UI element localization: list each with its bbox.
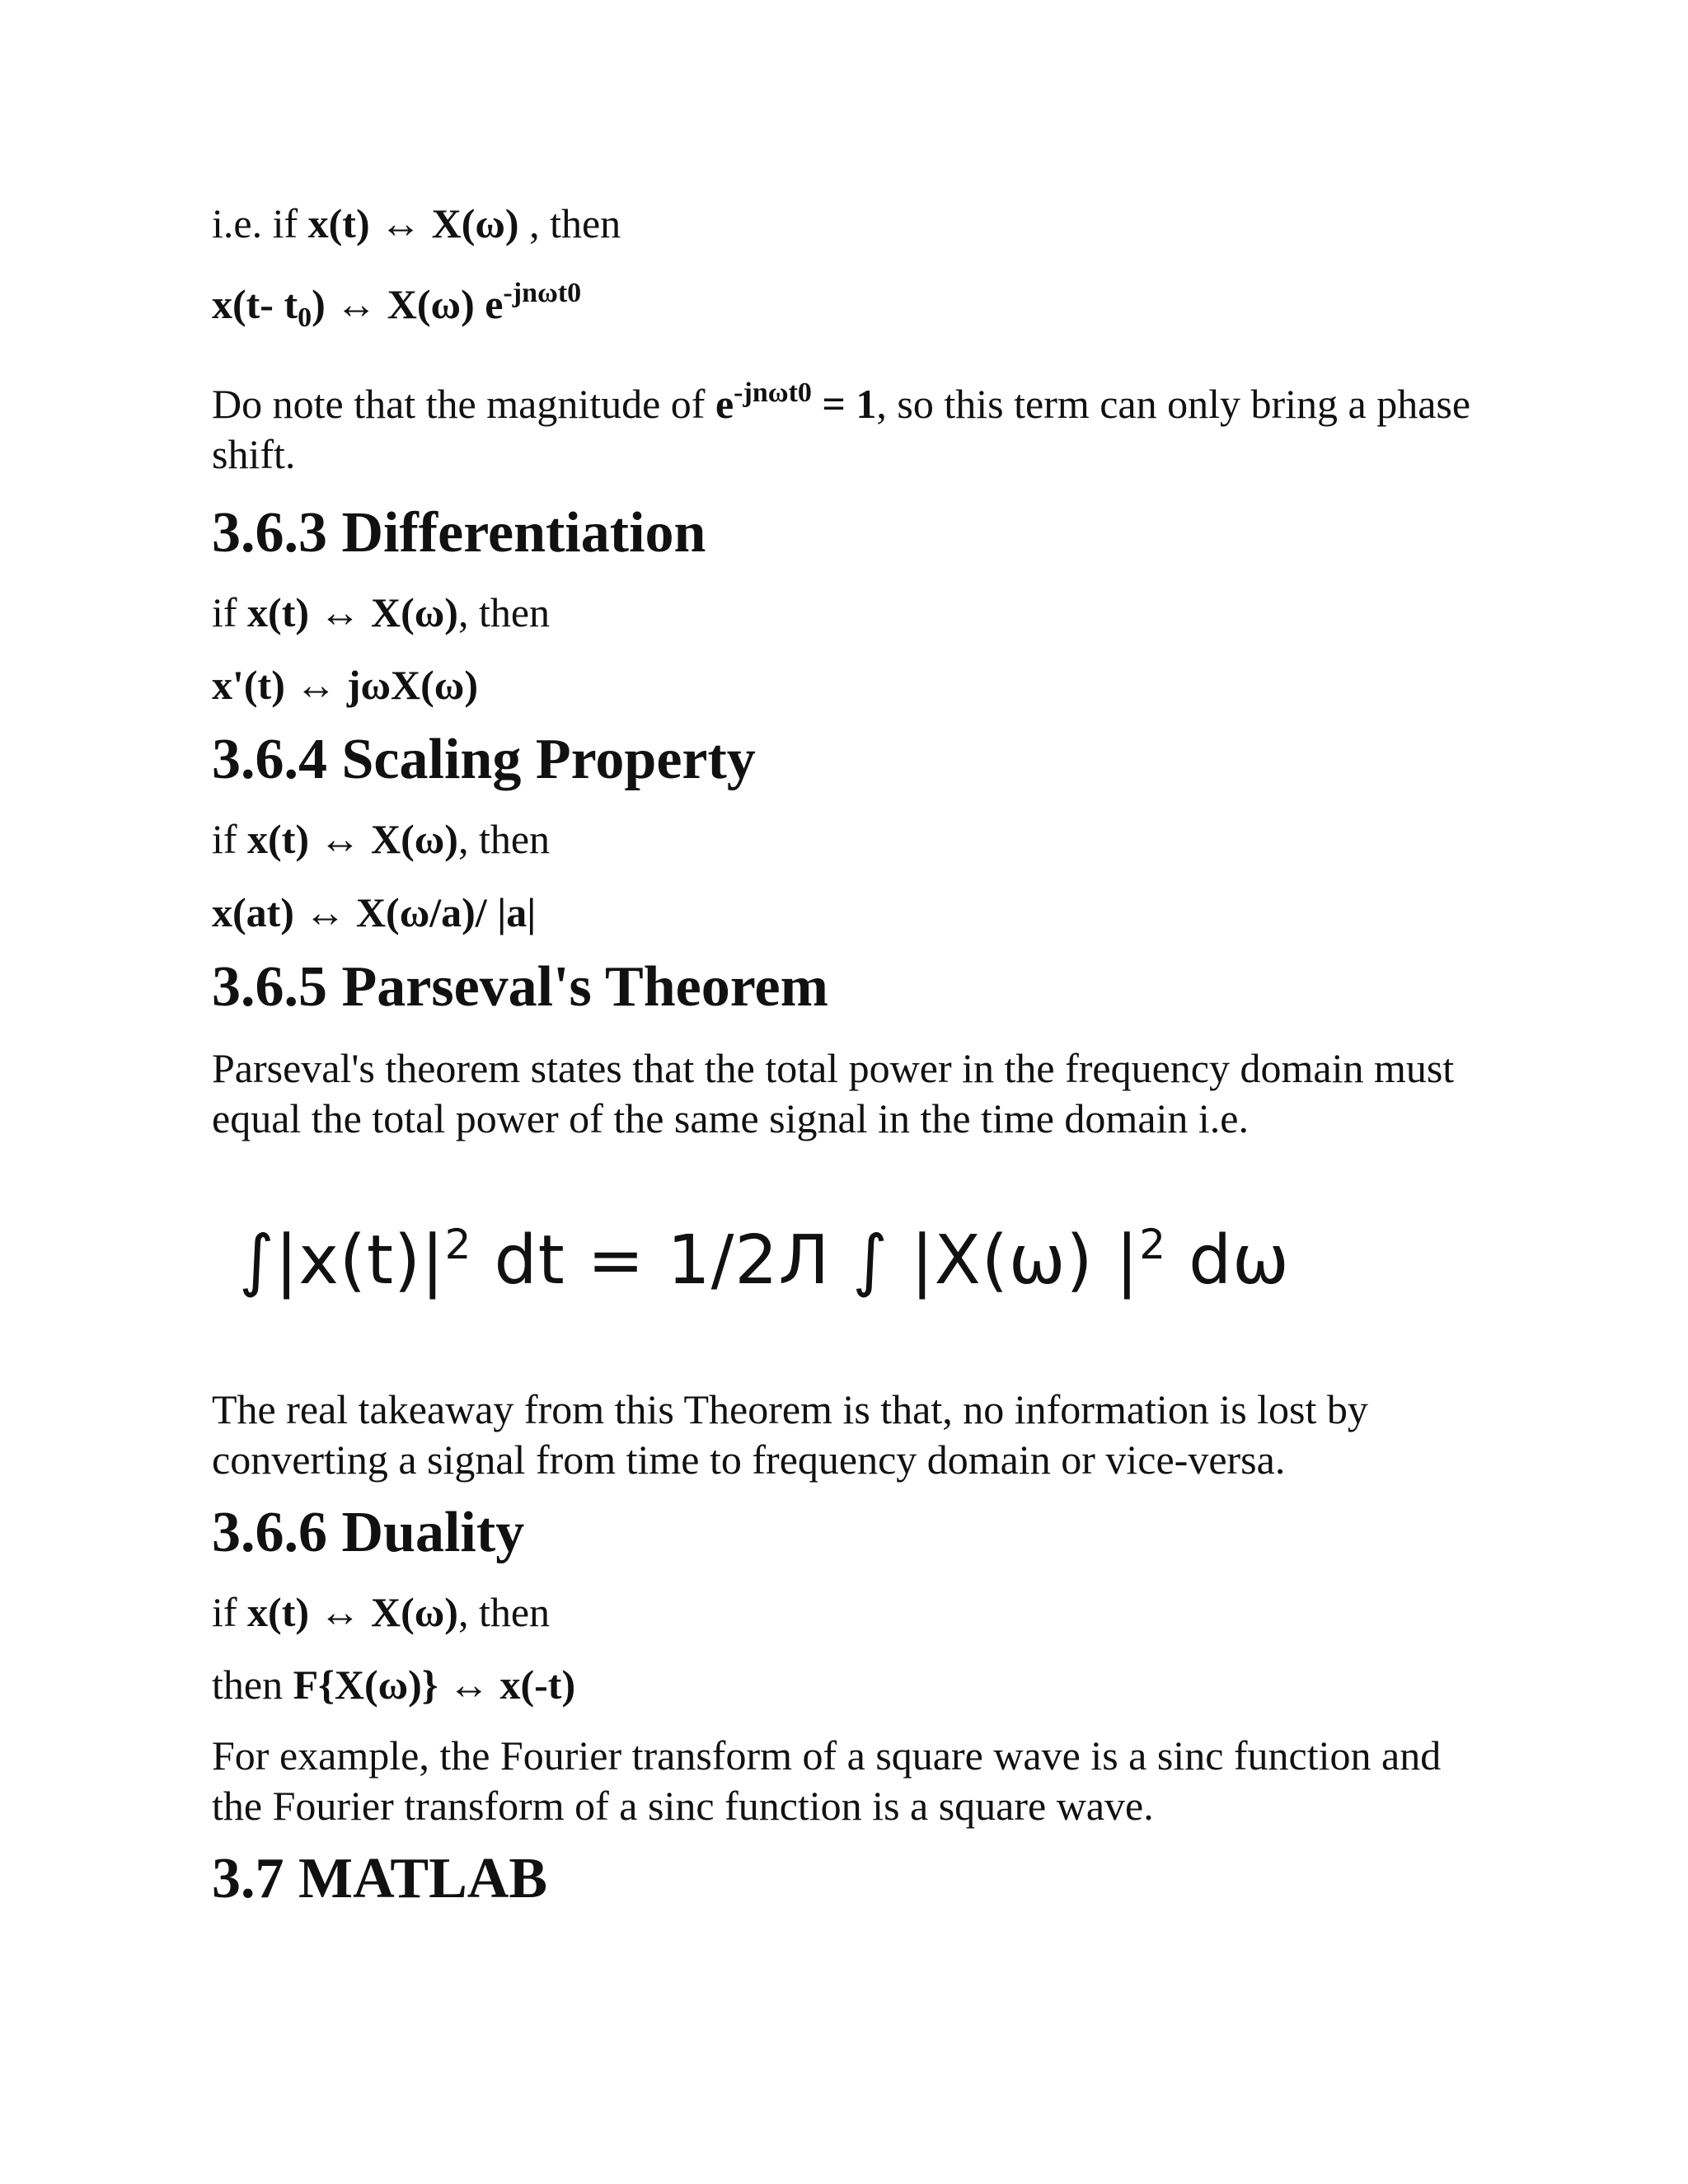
differentiation-result <box>212 660 478 710</box>
if-prefix: if <box>212 589 248 635</box>
time-shift-result <box>212 278 582 333</box>
arrow-symbol: ↔ <box>319 1589 361 1635</box>
result-rhs-exponent: -jnωt0 <box>503 278 582 308</box>
heading-differentiation: 3.6.3 Differentiation <box>212 501 706 565</box>
result-rhs: X(ω/a)/ |a| <box>355 889 537 935</box>
scaling-if <box>212 814 550 864</box>
arrow-symbol: ↔ <box>319 589 361 635</box>
if-lhs: x(t) <box>247 589 309 635</box>
duality-if <box>212 1587 550 1637</box>
result-lhs: x(t- t <box>212 281 298 327</box>
result-rhs: X(ω) e <box>387 281 504 327</box>
time-shift-intro <box>212 199 621 248</box>
result-lhs: x'(t) <box>212 662 285 708</box>
arrow-symbol: ↔ <box>304 889 346 935</box>
if-rhs: X(ω) <box>371 816 458 862</box>
scaling-result <box>212 888 536 937</box>
intro-lhs: x(t) <box>307 200 370 246</box>
note-term: e <box>715 381 734 427</box>
heading-matlab: 3.7 MATLAB <box>212 1847 548 1910</box>
equation-rhs: dω <box>1166 1221 1290 1300</box>
duality-result <box>212 1660 575 1709</box>
if-rhs: X(ω) <box>371 1589 458 1635</box>
note-prefix: Do note that the magnitude of <box>212 381 715 427</box>
result-rhs: x(-t) <box>499 1661 576 1708</box>
note-equals: = 1 <box>811 381 877 427</box>
result-prefix: then <box>212 1661 293 1708</box>
if-lhs: x(t) <box>247 1589 309 1635</box>
result-lhs: F{X(ω)} <box>293 1661 438 1708</box>
phase-shift-note <box>212 379 1481 480</box>
result-rhs: jωX(ω) <box>346 662 478 708</box>
duality-example: For example, the Fourier transform of a square wave is a sinc function and the Fourier transform of a sinc function is a square wave. <box>212 1732 1442 1829</box>
heading-duality: 3.6.6 Duality <box>212 1501 525 1564</box>
heading-parsevals-theorem: 3.6.5 Parseval's Theorem <box>212 955 828 1019</box>
differentiation-if <box>212 588 550 637</box>
then-text: , then <box>457 1589 551 1635</box>
then-text: , then <box>457 816 551 862</box>
if-prefix: if <box>212 1589 248 1635</box>
arrow-symbol: ↔ <box>335 281 377 327</box>
parseval-equation <box>239 1203 1442 1319</box>
intro-rhs: X(ω) <box>431 200 519 246</box>
arrow-symbol: ↔ <box>295 662 337 708</box>
arrow-symbol: ↔ <box>319 816 361 862</box>
arrow-symbol: ↔ <box>380 200 422 246</box>
equation-rhs-exponent: 2 <box>1139 1221 1166 1268</box>
note-suffix: , so this term can only bring a phase shift. <box>212 381 1471 477</box>
if-prefix: if <box>212 816 248 862</box>
result-lhs: x(at) <box>212 889 294 935</box>
equation-lhs-exponent: 2 <box>444 1221 472 1268</box>
result-lhs-close: ) <box>312 281 326 327</box>
then-text: , then <box>457 589 551 635</box>
equation-lhs: ∫|x(t)| <box>239 1221 445 1300</box>
result-lhs-subscript: 0 <box>298 302 312 333</box>
if-lhs: x(t) <box>247 816 309 862</box>
heading-scaling-property: 3.6.4 Scaling Property <box>212 728 756 791</box>
parseval-statement: Parseval's theorem states that the total power in the frequency domain must equal the total power of the same signal in the time domain i.e. <box>212 1045 1455 1141</box>
arrow-symbol: ↔ <box>448 1661 490 1708</box>
note-term-exponent: -jnωt0 <box>734 377 812 408</box>
equation-middle: dt = 1/2Л ∫ |X(ω) | <box>471 1221 1140 1300</box>
parseval-takeaway: The real takeaway from this Theorem is that, no information is lost by converting a signal from time to frequency domain or vice-versa. <box>212 1386 1368 1483</box>
intro-prefix: i.e. if <box>212 200 308 246</box>
if-rhs: X(ω) <box>371 589 458 635</box>
intro-suffix: , then <box>518 200 621 246</box>
